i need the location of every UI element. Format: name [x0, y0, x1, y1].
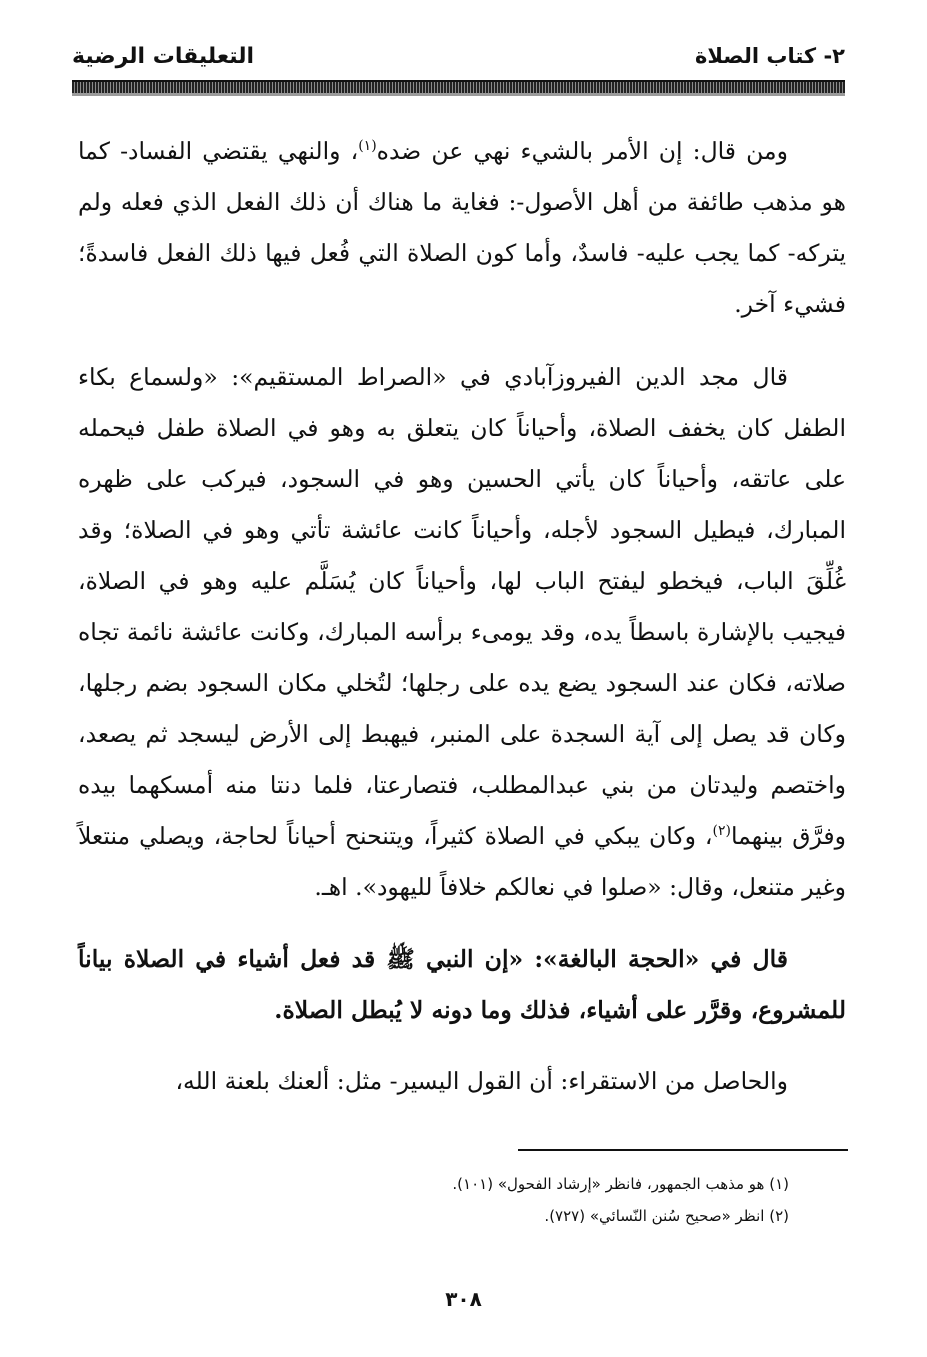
footnote-2: (٢) انظر «صحيح سُنن النّسائي» (٧٢٧). — [544, 1207, 789, 1225]
header-rule — [72, 80, 845, 94]
footnotes — [149, 1168, 789, 1232]
paragraph-1-text-a: ومن قال: إن الأمر بالشيء نهي عن ضده — [376, 137, 788, 165]
paragraph-2-text-a: قال مجد الدين الفيروزآبادي في «الصراط المستقيم»: «ولسماع بكاء الطفل كان يخفف الصلاة، وأحياناً كان يتعلق به وهو في الصلاة طفل فيحمله على عاتقه، وأحياناً كان يأتي الحسين وهو في السجود، فيركب على ظهره المبارك، فيطيل السجود لأجله، وأحياناً كانت عائشة تأتي وهو في الصلاة؛ وقد غُلِّقَ الباب، فيخطو ليفتح الباب لها، وأحياناً كان يُسَلَّم عليه وهو في الصلاة، فيجيب بالإشارة باسطاً يده، وقد يومىء برأسه المبارك، وكانت عائشة نائمة تجاه صلاته، فكان عند السجود يضع يده على رجلها؛ لتُخلي مكان السجود بضم رجلها، وكان قد يصل إلى آية السجدة على المنبر، فيهبط إلى الأرض ليسجد ثم يصعد، واختصم وليدتان من بني عبدالمطلب، فتصارعتا، فلما دنتا منه أمسكهما بيده وفرَّق بينهما — [78, 363, 846, 850]
chapter-title: ٢- كتاب الصلاة — [694, 44, 845, 68]
paragraph-3: قال في «الحجة البالغة»: «إن النبي ﷺ قد فعل أشياء في الصلاة بياناً للمشروع، وقرَّر على أشياء، فذلك وما دونه لا يُبطل الصلاة. — [78, 945, 846, 1024]
page-number: ٣٠٨ — [445, 1287, 482, 1311]
paragraph-2-text-b: ، وكان يبكي في الصلاة كثيراً، ويتنحنح أحياناً لحاجة، ويصلي منتعلاً وغير متنعل، وقال: «صلوا في نعالكم خلافاً لليهود». اهـ. — [78, 822, 846, 901]
paragraph-1-text-b: ، والنهي يقتضي الفساد- كما هو مذهب طائفة من أهل الأصول-: فغاية ما هناك أن ذلك الفعل الذي فعله ولم يتركه- كما يجب عليه- فاسدٌ، وأما كون الصلاة التي فُعل فيها ذلك الفعل فاسدةً؛ فشيء آخر. — [78, 137, 846, 318]
header-rule-shadow — [72, 93, 845, 96]
main-text — [78, 126, 846, 1107]
paragraph-2 — [78, 352, 846, 913]
book-title: التعليقات الرضية — [72, 44, 255, 69]
paragraph-4: والحاصل من الاستقراء: أن القول اليسير- مثل: ألعنك بلعنة الله، — [175, 1067, 788, 1095]
footnote-1: (١) هو مذهب الجمهور، فانظر «إرشاد الفحول» (١٠١). — [452, 1175, 789, 1193]
footnote-separator — [518, 1149, 848, 1151]
running-header — [72, 40, 845, 74]
paragraph-1 — [78, 126, 846, 330]
footnote-ref-2: (٢) — [712, 823, 731, 840]
footnote-ref-1: (١) — [358, 138, 377, 155]
